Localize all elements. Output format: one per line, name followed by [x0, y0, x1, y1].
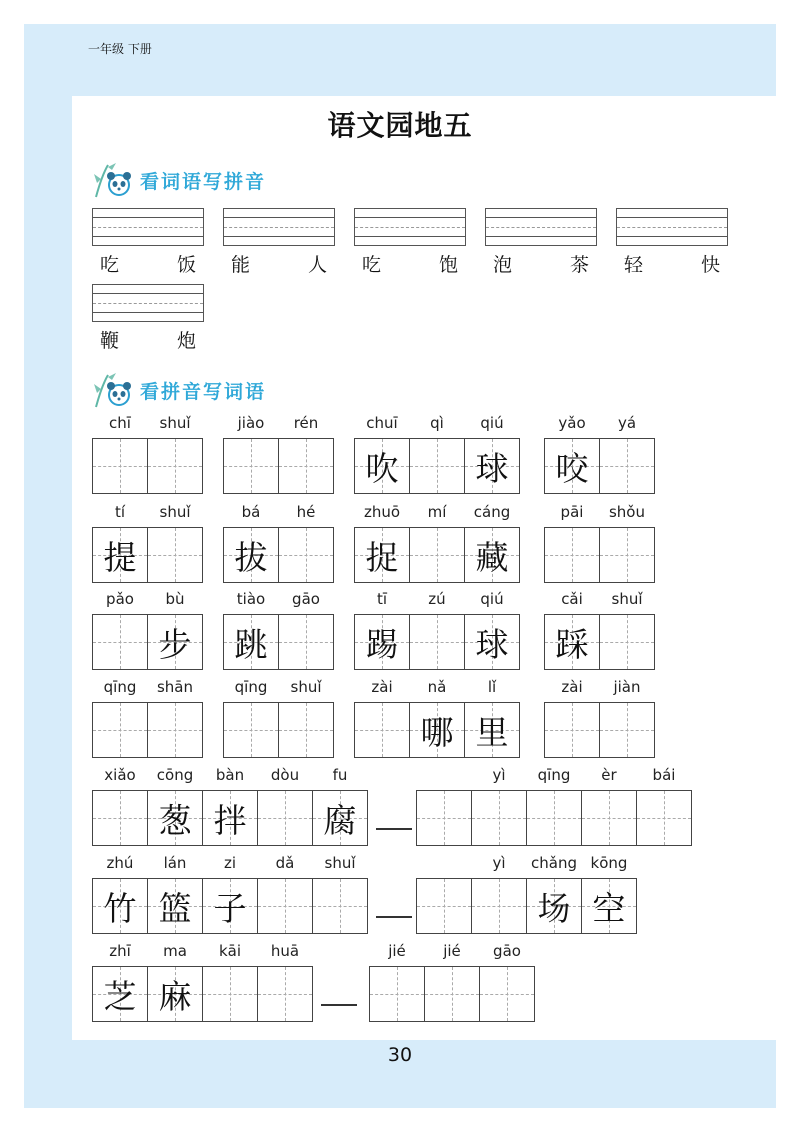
pinyin-label: cáng [473, 503, 511, 521]
tianzige-cell[interactable] [92, 527, 148, 583]
word-char: 快 [700, 254, 720, 276]
pinyin-label: shuǐ [611, 590, 643, 608]
cell-char: 咬 [555, 448, 589, 488]
cell-char: 篮 [158, 888, 192, 928]
word-char: 饭 [176, 254, 196, 276]
pinyin-label: zhú [106, 854, 134, 872]
pinyin-label: kōng [590, 854, 628, 872]
pinyin-label: yá [617, 414, 637, 432]
word-pair [616, 250, 728, 277]
pinyin-label: qīng [537, 766, 571, 784]
word-char: 轻 [624, 254, 644, 276]
pinyin-label: gāo [292, 590, 320, 608]
cell-char [480, 967, 534, 1021]
cell-char: 拌 [213, 800, 247, 840]
tianzige-cell[interactable] [257, 878, 313, 934]
tianzige-cell[interactable] [202, 790, 258, 846]
cell-char [410, 615, 464, 669]
tianzige-cell[interactable] [92, 614, 148, 670]
tianzige-cell[interactable] [409, 702, 465, 758]
pinyin-label: chuī [366, 414, 398, 432]
pinyin-label: gāo [493, 942, 521, 960]
pinyin-label: bàn [215, 766, 245, 784]
tianzige-cell[interactable] [278, 702, 334, 758]
cell-char [600, 528, 654, 582]
tianzige-cell[interactable] [526, 790, 582, 846]
pinyin-label: yǎo [558, 414, 586, 432]
cell-char: 拔 [234, 537, 268, 577]
word-char: 吃 [100, 254, 120, 276]
tianzige-cell[interactable] [147, 790, 203, 846]
pinyin-label: zhī [109, 942, 131, 960]
cell-char [279, 439, 333, 493]
pinyin-label: bái [652, 766, 676, 784]
tianzige-cell[interactable] [312, 878, 368, 934]
tianzige-cell[interactable] [479, 966, 535, 1022]
tianzige-cell[interactable] [409, 527, 465, 583]
tianzige-cell[interactable] [544, 438, 600, 494]
pinyin-label: rén [293, 414, 319, 432]
tianzige-cell[interactable] [409, 614, 465, 670]
tianzige-cell[interactable] [409, 438, 465, 494]
cell-char [600, 615, 654, 669]
header-band [24, 24, 776, 96]
tianzige-cell[interactable] [526, 878, 582, 934]
cell-char [313, 879, 367, 933]
pinyin-label: jiào [237, 414, 265, 432]
panda-bamboo-icon [92, 371, 136, 409]
tianzige-cell[interactable] [278, 527, 334, 583]
tianzige-cell[interactable] [464, 702, 520, 758]
word-char: 茶 [569, 254, 589, 276]
pinyin-label: cōng [156, 766, 194, 784]
cell-char [224, 703, 278, 757]
tianzige-cell[interactable] [147, 614, 203, 670]
cell-char [148, 528, 202, 582]
pinyin-label: lán [163, 854, 187, 872]
pinyin-writing-box[interactable] [92, 284, 204, 322]
cell-char [370, 967, 424, 1021]
tianzige-cell[interactable] [354, 527, 410, 583]
pinyin-label: qīng [103, 678, 137, 696]
cell-char: 球 [475, 624, 509, 664]
pinyin-label: zú [428, 590, 446, 608]
pinyin-writing-box[interactable] [223, 208, 335, 246]
tianzige-cell[interactable] [312, 790, 368, 846]
cell-char [279, 703, 333, 757]
word-char: 泡 [493, 254, 513, 276]
pinyin-label: jiàn [613, 678, 641, 696]
tianzige-cell[interactable] [147, 527, 203, 583]
tianzige-cell[interactable] [223, 614, 279, 670]
pinyin-label: jié [388, 942, 406, 960]
cell-char [203, 967, 257, 1021]
tianzige-cell[interactable] [544, 614, 600, 670]
pinyin-label: shǒu [608, 503, 645, 521]
cell-char: 里 [475, 712, 509, 752]
pinyin-label: zài [561, 678, 583, 696]
tianzige-cell[interactable] [278, 438, 334, 494]
cell-char [425, 967, 479, 1021]
pinyin-label: huā [270, 942, 300, 960]
tianzige-cell[interactable] [416, 878, 472, 934]
cell-char [600, 703, 654, 757]
cell-char [417, 791, 471, 845]
tianzige-cell[interactable] [92, 702, 148, 758]
tianzige-cell[interactable] [636, 790, 692, 846]
tianzige-cell[interactable] [416, 790, 472, 846]
cell-char [417, 879, 471, 933]
pinyin-label: zhuō [363, 503, 401, 521]
tianzige-cell[interactable] [147, 878, 203, 934]
pinyin-label: hé [296, 503, 316, 521]
tianzige-cell[interactable] [464, 527, 520, 583]
section-title: 看拼音写词语 [140, 380, 267, 403]
cell-char [93, 791, 147, 845]
cell-char [93, 615, 147, 669]
cell-char [279, 615, 333, 669]
cell-char: 腐 [323, 800, 357, 840]
pinyin-label: shuǐ [159, 503, 191, 521]
tianzige-cell[interactable] [257, 790, 313, 846]
pinyin-label: xiǎo [104, 766, 136, 784]
cell-char [582, 791, 636, 845]
pinyin-label: shuǐ [324, 854, 356, 872]
word-char: 饱 [438, 254, 458, 276]
tianzige-cell[interactable] [202, 966, 258, 1022]
pinyin-label: lǐ [487, 678, 497, 696]
tianzige-cell[interactable] [464, 438, 520, 494]
cell-char [545, 703, 599, 757]
tianzige-cell[interactable] [354, 702, 410, 758]
tianzige-cell[interactable] [599, 527, 655, 583]
cell-char: 空 [592, 888, 626, 928]
pinyin-label: qì [430, 414, 444, 432]
pinyin-label: nǎ [427, 678, 447, 696]
pinyin-label: ma [163, 942, 187, 960]
pinyin-label: bá [241, 503, 261, 521]
cell-char: 场 [537, 888, 571, 928]
tianzige-cell[interactable] [599, 614, 655, 670]
pinyin-label: pāi [560, 503, 584, 521]
tianzige-cell[interactable] [369, 966, 425, 1022]
cell-char [258, 879, 312, 933]
pinyin-writing-box[interactable] [485, 208, 597, 246]
cell-char [148, 703, 202, 757]
word-char: 吃 [362, 254, 382, 276]
pinyin-label: shān [156, 678, 194, 696]
panda-bamboo-icon [92, 161, 136, 199]
cell-char: 吹 [365, 448, 399, 488]
pinyin-label: qīng [234, 678, 268, 696]
tianzige-cell[interactable] [223, 527, 279, 583]
tianzige-cell[interactable] [354, 438, 410, 494]
tianzige-cell[interactable] [223, 438, 279, 494]
tianzige-cell[interactable] [424, 966, 480, 1022]
tianzige-cell[interactable] [147, 438, 203, 494]
cell-char [224, 439, 278, 493]
cell-char: 球 [475, 448, 509, 488]
cell-char [258, 967, 312, 1021]
cell-char: 踢 [365, 624, 399, 664]
tianzige-cell[interactable] [92, 966, 148, 1022]
pinyin-label: qiú [480, 590, 504, 608]
pinyin-label: zi [223, 854, 237, 872]
cell-char: 提 [103, 537, 137, 577]
page-title: 语文园地五 [327, 109, 473, 142]
word-pair [485, 250, 597, 277]
cell-char [148, 439, 202, 493]
connector-dash [376, 916, 412, 918]
pinyin-label: chī [109, 414, 131, 432]
pinyin-writing-box[interactable] [354, 208, 466, 246]
cell-char [93, 703, 147, 757]
tianzige-cell[interactable] [257, 966, 313, 1022]
pinyin-label: fu [332, 766, 348, 784]
tianzige-cell[interactable] [223, 702, 279, 758]
tianzige-cell[interactable] [147, 966, 203, 1022]
pinyin-label: jié [443, 942, 461, 960]
pinyin-label: dǎ [275, 854, 295, 872]
word-pair [354, 250, 466, 277]
tianzige-cell[interactable] [599, 438, 655, 494]
tianzige-cell[interactable] [581, 790, 637, 846]
cell-char: 跳 [234, 624, 268, 664]
cell-char: 哪 [420, 712, 454, 752]
tianzige-cell[interactable] [544, 702, 600, 758]
cell-char: 步 [158, 624, 192, 664]
word-char: 鞭 [100, 330, 120, 352]
tianzige-cell[interactable] [464, 614, 520, 670]
cell-char [410, 528, 464, 582]
cell-char [279, 528, 333, 582]
cell-char [355, 703, 409, 757]
cell-char [637, 791, 691, 845]
cell-char: 芝 [103, 976, 137, 1016]
pinyin-label: tī [376, 590, 388, 608]
connector-dash [376, 828, 412, 830]
word-pair [223, 250, 335, 277]
page-number: 30 [387, 1044, 413, 1066]
tianzige-cell[interactable] [92, 790, 148, 846]
cell-char [258, 791, 312, 845]
tianzige-cell[interactable] [202, 878, 258, 934]
tianzige-cell[interactable] [354, 614, 410, 670]
pinyin-label: èr [601, 766, 617, 784]
word-pair [92, 326, 204, 353]
section-title: 看词语写拼音 [140, 170, 267, 193]
cell-char: 葱 [158, 800, 192, 840]
pinyin-label: shuǐ [159, 414, 191, 432]
word-char: 能 [231, 254, 251, 276]
cell-char [472, 879, 526, 933]
pinyin-label: pǎo [106, 590, 134, 608]
tianzige-cell[interactable] [471, 878, 527, 934]
pinyin-label: qiú [480, 414, 504, 432]
pinyin-label: dòu [270, 766, 300, 784]
tianzige-cell[interactable] [599, 702, 655, 758]
cell-char: 麻 [158, 976, 192, 1016]
tianzige-cell[interactable] [92, 438, 148, 494]
word-pair [92, 250, 204, 277]
pinyin-label: cǎi [561, 590, 583, 608]
pinyin-label: tiào [236, 590, 266, 608]
tianzige-cell[interactable] [278, 614, 334, 670]
pinyin-label: zài [371, 678, 393, 696]
pinyin-label: tí [114, 503, 126, 521]
pinyin-label: bù [165, 590, 185, 608]
cell-char: 捉 [365, 537, 399, 577]
pinyin-writing-box[interactable] [92, 208, 204, 246]
tianzige-cell[interactable] [92, 878, 148, 934]
cell-char [527, 791, 581, 845]
section-header-write-words [92, 370, 266, 410]
grade-label: 一年级 下册 [88, 42, 152, 56]
connector-dash [321, 1004, 357, 1006]
tianzige-cell[interactable] [471, 790, 527, 846]
cell-char [472, 791, 526, 845]
pinyin-label: yì [492, 766, 506, 784]
pinyin-label: kāi [218, 942, 242, 960]
cell-char [93, 439, 147, 493]
tianzige-cell[interactable] [581, 878, 637, 934]
tianzige-cell[interactable] [147, 702, 203, 758]
pinyin-label: chǎng [531, 854, 577, 872]
cell-char: 藏 [475, 537, 509, 577]
cell-char: 子 [213, 888, 247, 928]
pinyin-label: shuǐ [290, 678, 322, 696]
cell-char [600, 439, 654, 493]
pinyin-writing-box[interactable] [616, 208, 728, 246]
side-band [24, 96, 72, 1040]
section-header-write-pinyin [92, 160, 266, 200]
cell-char: 竹 [103, 888, 137, 928]
cell-char [545, 528, 599, 582]
word-char: 人 [307, 254, 327, 276]
word-char: 炮 [176, 330, 196, 352]
pinyin-label: yì [492, 854, 506, 872]
pinyin-label: mí [427, 503, 447, 521]
cell-char: 踩 [555, 624, 589, 664]
tianzige-cell[interactable] [544, 527, 600, 583]
cell-char [410, 439, 464, 493]
